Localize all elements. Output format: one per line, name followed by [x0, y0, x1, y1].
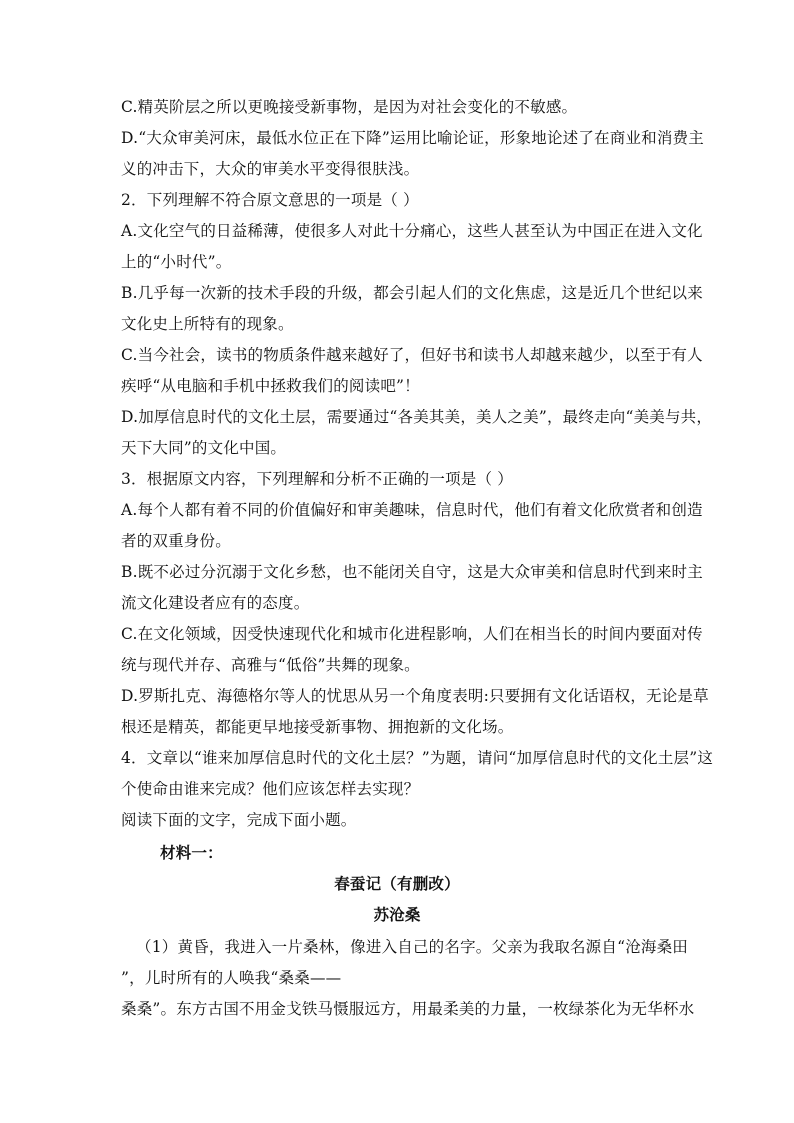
q3-option-a-line1: A.每个人都有着不同的价值偏好和审美趣味，信息时代，他们有着文化欣赏者和创造 — [121, 501, 703, 519]
material-author: 苏沧桑 — [373, 905, 421, 924]
q1-option-c: C.精英阶层之所以更晚接受新事物，是因为对社会变化的不敏感。 — [121, 98, 578, 116]
q2-option-b-line1: B.几乎每一次新的技术手段的升级，都会引起人们的文化焦虑，这是近几个世纪以来 — [121, 284, 703, 302]
material-paragraph-1-line3: 桑桑”。东方古国不用金戈铁马慑服远方，用最柔美的力量，一枚绿茶化为无华杯水 — [121, 1000, 695, 1018]
q4-line2: 个使命由谁来完成？他们应该怎样去实现？ — [121, 780, 420, 798]
material-title: 春蚕记（有删改） — [334, 874, 460, 893]
q4-line1: 4．文章以“谁来加厚信息时代的文化土层？”为题，请问“加厚信息时代的文化土层”这 — [121, 749, 714, 767]
q3-option-a-line2: 者的双重身份。 — [121, 532, 231, 550]
q2-option-a-line2: 上的“小时代”。 — [121, 253, 232, 271]
q1-option-d-line1: D.“大众审美河床，最低水位正在下降”运用比喻论证，形象地论述了在商业和消费主 — [121, 129, 704, 147]
q2-stem: 2．下列理解不符合原文意思的一项是（ ） — [121, 191, 419, 209]
q2-option-d-line2: 天下大同”的文化中国。 — [121, 439, 287, 457]
reading-instruction: 阅读下面的文字，完成下面小题。 — [121, 811, 357, 829]
q2-option-a-line1: A.文化空气的日益稀薄，使很多人对此十分痛心，这些人甚至认为中国正在进入文化 — [121, 222, 703, 240]
material-paragraph-1-line1: （1）黄昏，我进入一片桑林，像进入自己的名字。父亲为我取名源自“沧海桑田 — [136, 938, 688, 956]
q2-option-c-line2: 疾呼“从电脑和手机中拯救我们的阅读吧”！ — [121, 377, 420, 395]
q3-option-c-line2: 统与现代并存、高雅与“低俗”共舞的现象。 — [121, 656, 420, 674]
q3-option-b-line1: B.既不必过分沉溺于文化乡愁，也不能闭关自守，这是大众审美和信息时代到来时主 — [121, 563, 703, 581]
material-paragraph-1-line2: ”，儿时所有的人唤我“桑桑—— — [121, 969, 342, 987]
q1-option-d-line2: 义的冲击下，大众的审美水平变得很肤浅。 — [121, 160, 420, 178]
q3-option-d-line1: D.罗斯扎克、海德格尔等人的忧思从另一个角度表明:只要拥有文化话语权，无论是草 — [121, 687, 709, 705]
q3-option-b-line2: 流文化建设者应有的态度。 — [121, 594, 310, 612]
material-label: 材料一： — [160, 843, 223, 862]
q2-option-d-line1: D.加厚信息时代的文化土层，需要通过“各美其美，美人之美”，最终走向“美美与共， — [121, 408, 713, 426]
q2-option-b-line2: 文化史上所特有的现象。 — [121, 315, 294, 333]
q3-option-d-line2: 根还是精英，都能更早地接受新事物、拥抱新的文化场。 — [121, 718, 514, 736]
q3-option-c-line1: C.在文化领域，因受快速现代化和城市化进程影响，人们在相当长的时间内要面对传 — [121, 625, 703, 643]
q3-stem: 3．根据原文内容，下列理解和分析不正确的一项是（ ） — [121, 470, 513, 488]
q2-option-c-line1: C.当今社会，读书的物质条件越来越好了，但好书和读书人却越来越少，以至于有人 — [121, 346, 703, 364]
